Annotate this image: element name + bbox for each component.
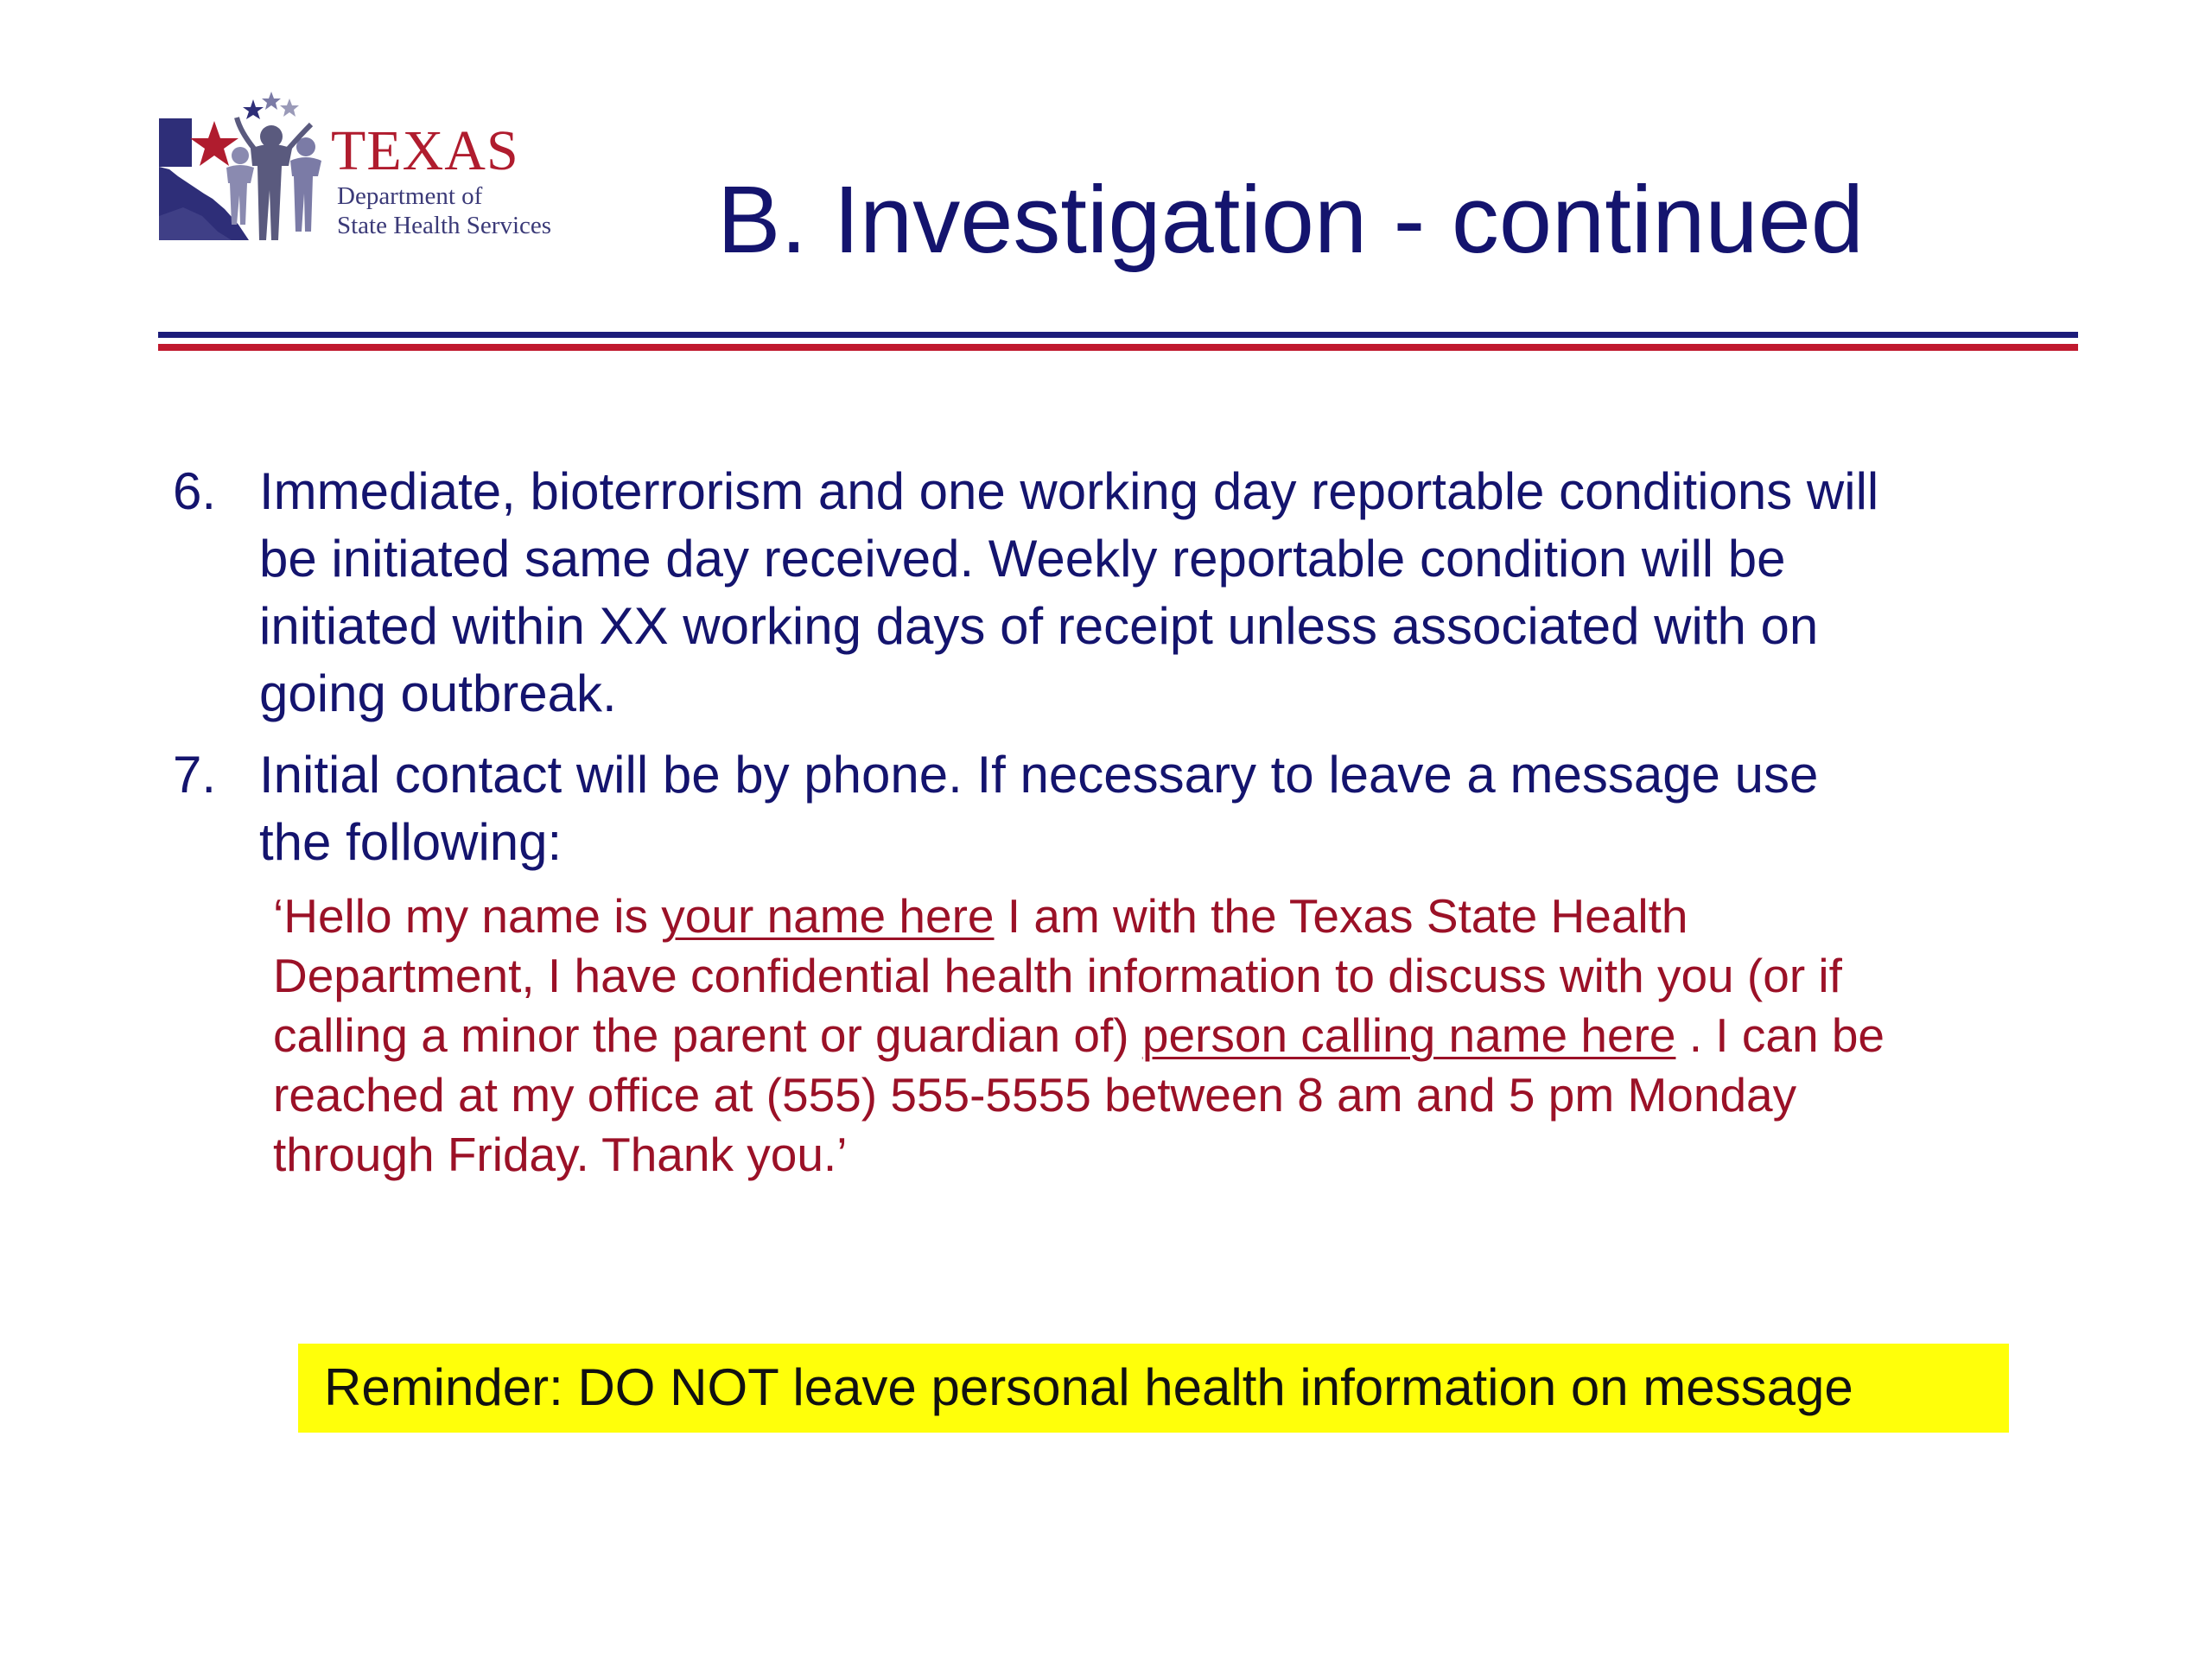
logo-department-name xyxy=(337,181,551,240)
logo-texas-wordmark: TEXAS xyxy=(331,119,519,182)
message-line xyxy=(273,887,2053,946)
list-item-number: 6. xyxy=(173,462,217,520)
message-text: I am with the Texas State Health xyxy=(994,889,1688,943)
logo-dept-line1: Department of xyxy=(337,182,483,210)
logo-dept-line2: State Health Services xyxy=(337,212,552,239)
texas-dshs-logo xyxy=(154,86,586,259)
logo-emblem-icon xyxy=(154,86,335,259)
message-text: calling a minor the parent or guardian of) xyxy=(273,1008,1142,1062)
divider-red xyxy=(158,344,2078,351)
slide-title: B. Investigation - continued xyxy=(717,167,1864,273)
person-name-placeholder: person calling name here xyxy=(1141,1008,1676,1062)
list-item-text xyxy=(259,741,2056,876)
your-name-placeholder: your name here xyxy=(661,889,995,943)
message-line: through Friday. Thank you.’ xyxy=(273,1128,848,1181)
message-text: . I can be xyxy=(1675,1008,1885,1062)
list-item-line: Immediate, bioterrorism and one working day reportable conditions will xyxy=(259,462,1879,520)
phone-message-script xyxy=(273,887,2053,1185)
message-text: ‘Hello my name is xyxy=(273,889,662,943)
list-item-number: 7. xyxy=(173,746,217,804)
list-item-line: initiated within XX working days of receipt unless associated with on xyxy=(259,597,1819,655)
list-item-line: Initial contact will be by phone. If necessary to leave a message use xyxy=(259,746,1819,804)
message-line: Department, I have confidential health information to discuss with you (or if xyxy=(273,949,1842,1002)
list-item-line: the following: xyxy=(259,813,563,871)
divider-blue xyxy=(158,332,2078,338)
message-line xyxy=(273,1006,2053,1065)
reminder-banner xyxy=(298,1344,2009,1433)
list-item-line: be initiated same day received. Weekly reportable condition will be xyxy=(259,530,1786,588)
reminder-text: Reminder: DO NOT leave personal health information on message xyxy=(324,1358,1853,1416)
list-item-line: going outbreak. xyxy=(259,664,617,722)
message-line: reached at my office at (555) 555-5555 between 8 am and 5 pm Monday xyxy=(273,1068,1797,1122)
list-item-text xyxy=(259,458,2056,728)
